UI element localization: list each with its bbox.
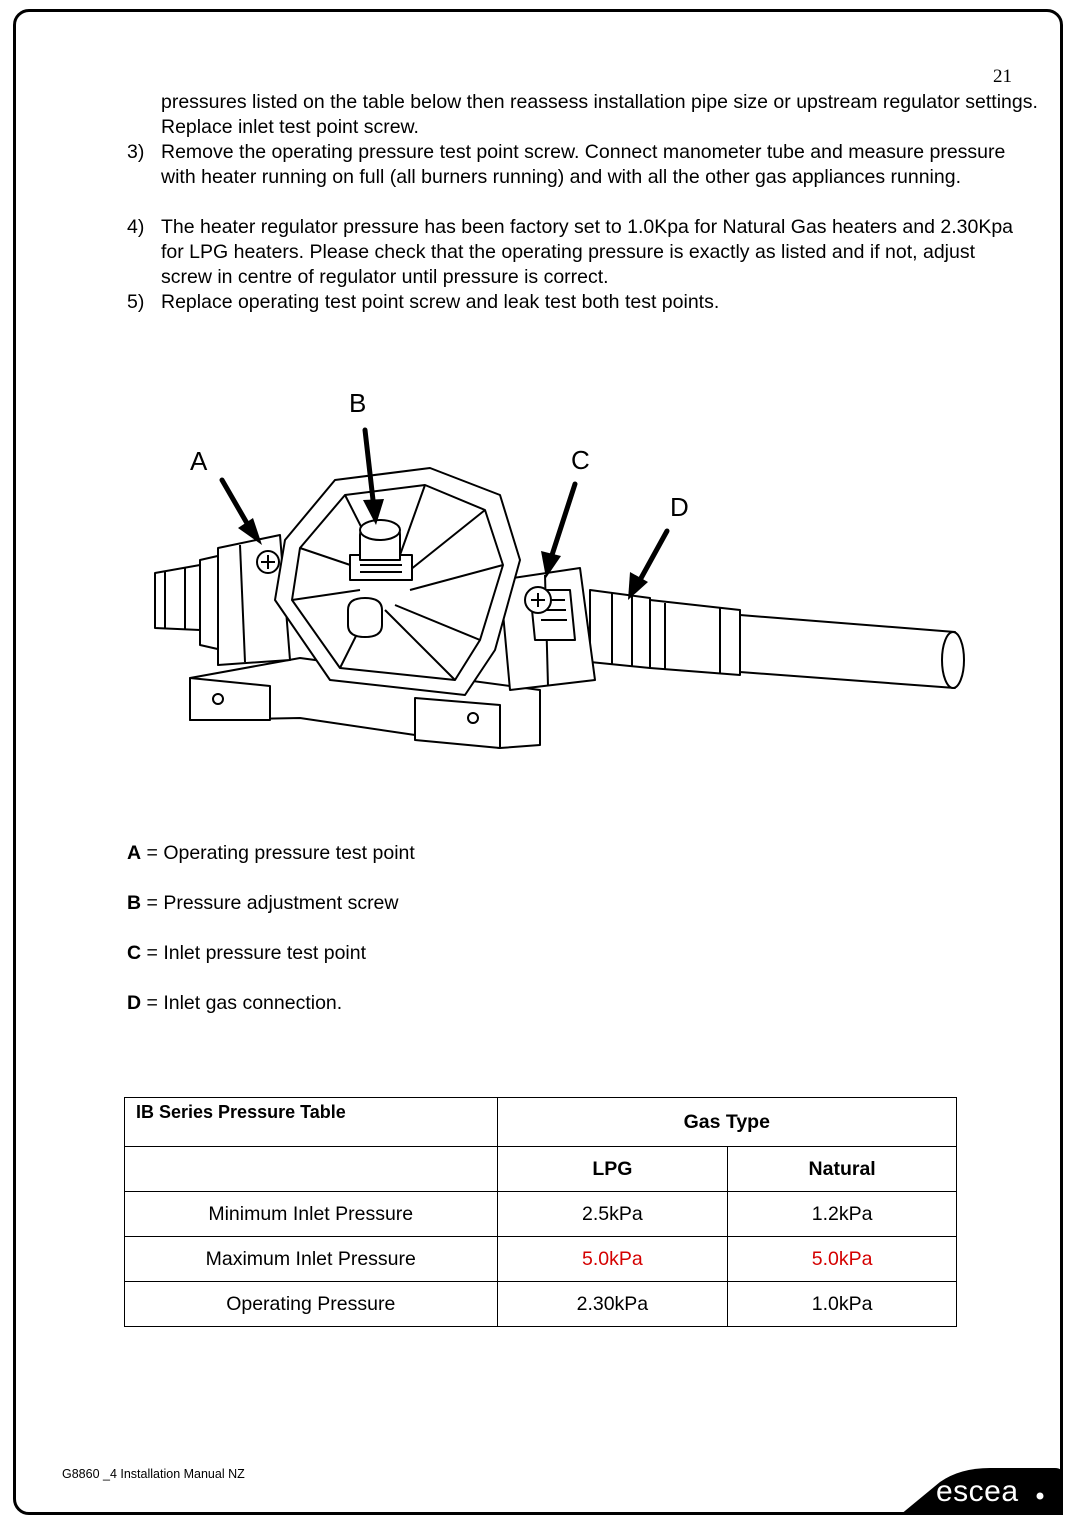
col-header-natural: Natural <box>728 1147 957 1192</box>
footer-text: G8860 _4 Installation Manual NZ <box>62 1467 245 1481</box>
pressure-table <box>124 1097 957 1327</box>
step-text: Replace operating test point screw and leak test both test points. <box>161 291 720 313</box>
inlet-pipe <box>740 615 962 688</box>
legend-d <box>127 992 342 1015</box>
label-b: B <box>349 388 367 418</box>
escea-logo <box>900 1452 1063 1515</box>
label-c: C <box>571 445 590 475</box>
label-a: A <box>190 446 208 476</box>
cell-lpg: 2.5kPa <box>497 1192 728 1237</box>
label-d: D <box>670 492 689 522</box>
table-row <box>125 1237 957 1282</box>
inlet-nut <box>590 590 650 668</box>
svg-text:escea: escea <box>936 1475 1019 1508</box>
table-row <box>125 1282 957 1327</box>
legend-text: = Inlet gas connection. <box>141 992 343 1014</box>
legend-key: B <box>127 892 142 914</box>
page-number: 21 <box>993 66 1012 87</box>
step-number: 3) <box>127 141 145 163</box>
legend-key: A <box>127 842 142 864</box>
row-label: Operating Pressure <box>125 1282 498 1327</box>
table-row <box>125 1192 957 1237</box>
intro-continuation: pressures listed on the table below then reassess installation pipe size or upstream regulator settings. Replace inlet test point screw. <box>161 91 1038 138</box>
legend-text: = Inlet pressure test point <box>141 942 367 964</box>
legend-c <box>127 942 366 965</box>
arrow-d <box>640 531 667 580</box>
legend-b <box>127 892 399 915</box>
regulator-diagram <box>140 380 980 760</box>
arrow-a <box>222 480 248 525</box>
step-5 <box>127 290 1027 315</box>
step-4 <box>127 215 1027 290</box>
cell-natural: 1.2kPa <box>728 1192 957 1237</box>
step-number: 5) <box>127 291 145 313</box>
table-title: IB Series Pressure Table <box>125 1098 498 1147</box>
legend-text: = Operating pressure test point <box>141 842 415 864</box>
empty-header-cell <box>125 1147 498 1192</box>
outlet-fitting <box>155 565 200 630</box>
step-text: Remove the operating pressure test point screw. Connect manometer tube and measure pressure with heater running on full (all burners running) and with all the other gas appliances running. <box>161 141 1006 188</box>
row-label: Minimum Inlet Pressure <box>125 1192 498 1237</box>
arrow-c <box>552 484 575 555</box>
step-3 <box>127 140 1027 190</box>
step-text: The heater regulator pressure has been factory set to 1.0Kpa for Natural Gas heaters and 2.30Kpa for LPG heaters. Please check that the operating pressure is exactly as listed and if not, adjust screw in centre of regulator until pressure is correct. <box>161 216 1014 288</box>
col-header-lpg: LPG <box>497 1147 728 1192</box>
row-label: Maximum Inlet Pressure <box>125 1237 498 1282</box>
legend-key: C <box>127 942 142 964</box>
legend-a <box>127 842 415 865</box>
legend-key: D <box>127 992 142 1014</box>
legend-text: = Pressure adjustment screw <box>141 892 399 914</box>
cell-natural: 5.0kPa <box>728 1237 957 1282</box>
cell-lpg: 5.0kPa <box>497 1237 728 1282</box>
cell-natural: 1.0kPa <box>728 1282 957 1327</box>
table-title-row <box>125 1098 957 1147</box>
gas-type-header: Gas Type <box>497 1098 956 1147</box>
table-header-row <box>125 1147 957 1192</box>
step-number: 4) <box>127 216 145 238</box>
cell-lpg: 2.30kPa <box>497 1282 728 1327</box>
